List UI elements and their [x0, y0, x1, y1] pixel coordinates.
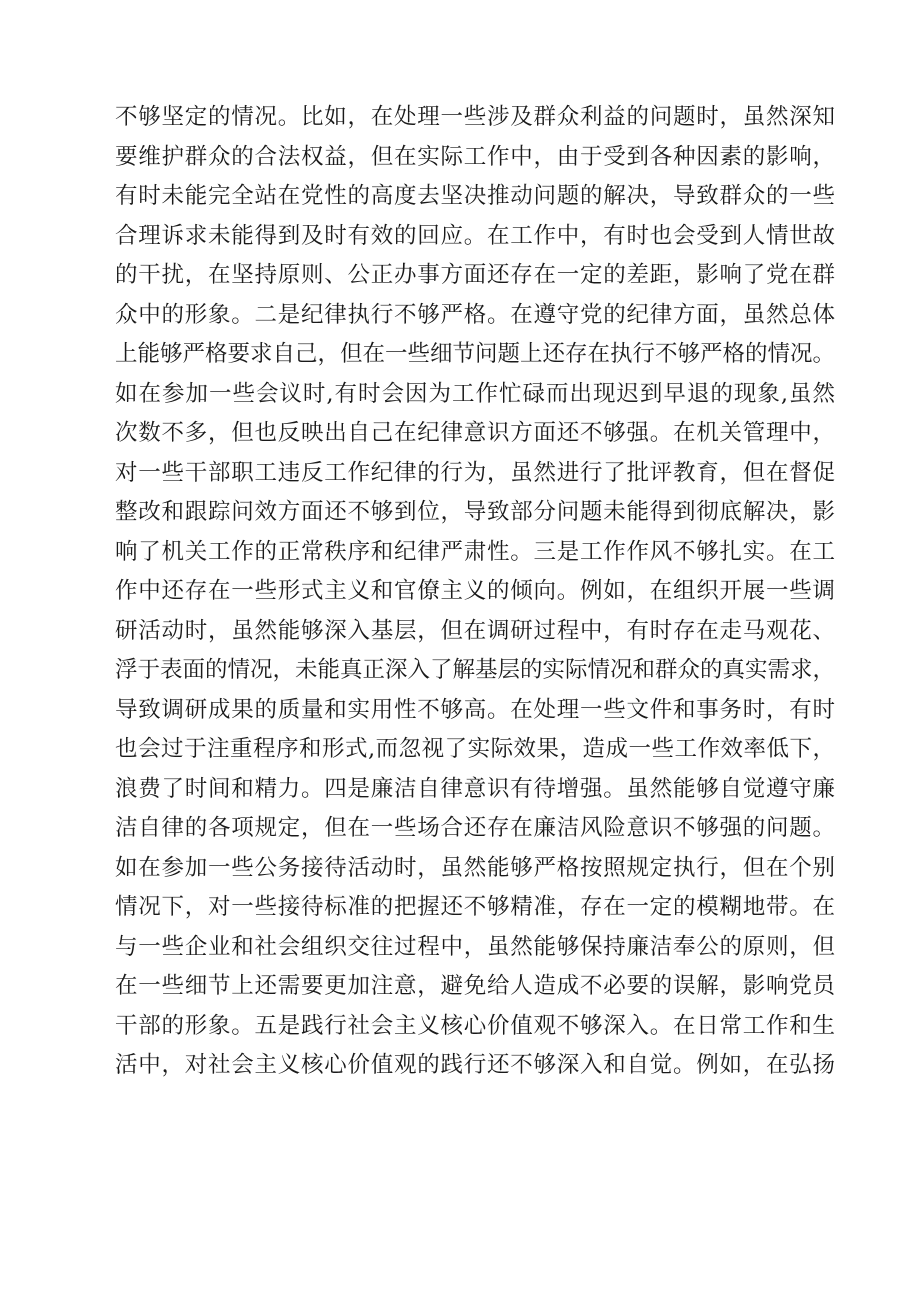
text-line: 有时未能完全站在党性的高度去坚决推动问题的解决，导致群众的一些 — [115, 183, 835, 209]
text-line: 与一些企业和社会组织交往过程中，虽然能够保持廉洁奉公的原则，但 — [115, 933, 835, 960]
text-line: 浪费了时间和精力。四是廉洁自律意识有待增强。虽然能够自觉遵守廉 — [115, 775, 835, 802]
text-line: 如在参加一些公务接待活动时，虽然能够严格按照规定执行，但在个别 — [115, 854, 835, 881]
text-line: 也会过于注重程序和形式,而忽视了实际效果，造成一些工作效率低下， — [115, 736, 835, 762]
text-line: 情况下，对一些接待标准的把握还不够精准，存在一定的模糊地带。在 — [115, 894, 835, 920]
text-line: 作中还存在一些形式主义和官僚主义的倾向。例如，在组织开展一些调 — [115, 578, 835, 604]
text-line: 的干扰，在坚持原则、公正办事方面还存在一定的差距，影响了党在群 — [115, 262, 835, 288]
text-line: 活中，对社会主义核心价值观的践行还不够深入和自觉。例如，在弘扬 — [115, 1052, 835, 1078]
text-line: 合理诉求未能得到及时有效的回应。在工作中，有时也会受到人情世故 — [115, 222, 835, 249]
text-line: 在一些细节上还需要更加注意，避免给人造成不必要的误解，影响党员 — [115, 973, 835, 999]
text-line: 次数不多，但也反映出自己在纪律意识方面还不够强。在机关管理中， — [115, 420, 835, 446]
text-line: 洁自律的各项规定，但在一些场合还存在廉洁风险意识不够强的问题。 — [115, 815, 835, 841]
text-line: 导致调研成果的质量和实用性不够高。在处理一些文件和事务时，有时 — [115, 696, 835, 723]
text-line: 响了机关工作的正常秩序和纪律严肃性。三是工作作风不够扎实。在工 — [115, 538, 835, 565]
text-line: 要维护群众的合法权益，但在实际工作中，由于受到各种因素的影响， — [115, 143, 835, 170]
text-line: 整改和跟踪问效方面还不够到位，导致部分问题未能得到彻底解决，影 — [115, 499, 835, 525]
text-line: 研活动时，虽然能够深入基层，但在调研过程中，有时存在走马观花、 — [115, 617, 835, 644]
text-line: 干部的形象。五是践行社会主义核心价值观不够深入。在日常工作和生 — [115, 1012, 835, 1039]
text-line: 浮于表面的情况，未能真正深入了解基层的实际情况和群众的真实需求， — [115, 657, 835, 683]
text-line: 不够坚定的情况。比如，在处理一些涉及群众利益的问题时，虽然深知 — [115, 104, 835, 130]
body-text — [115, 98, 835, 1086]
text-line: 如在参加一些会议时,有时会因为工作忙碌而出现迟到早退的现象,虽然 — [115, 380, 835, 407]
text-line: 上能够严格要求自己，但在一些细节问题上还存在执行不够严格的情况。 — [115, 341, 835, 367]
text-line: 众中的形象。二是纪律执行不够严格。在遵守党的纪律方面，虽然总体 — [115, 301, 835, 328]
text-line: 对一些干部职工违反工作纪律的行为，虽然进行了批评教育，但在督促 — [115, 459, 835, 486]
